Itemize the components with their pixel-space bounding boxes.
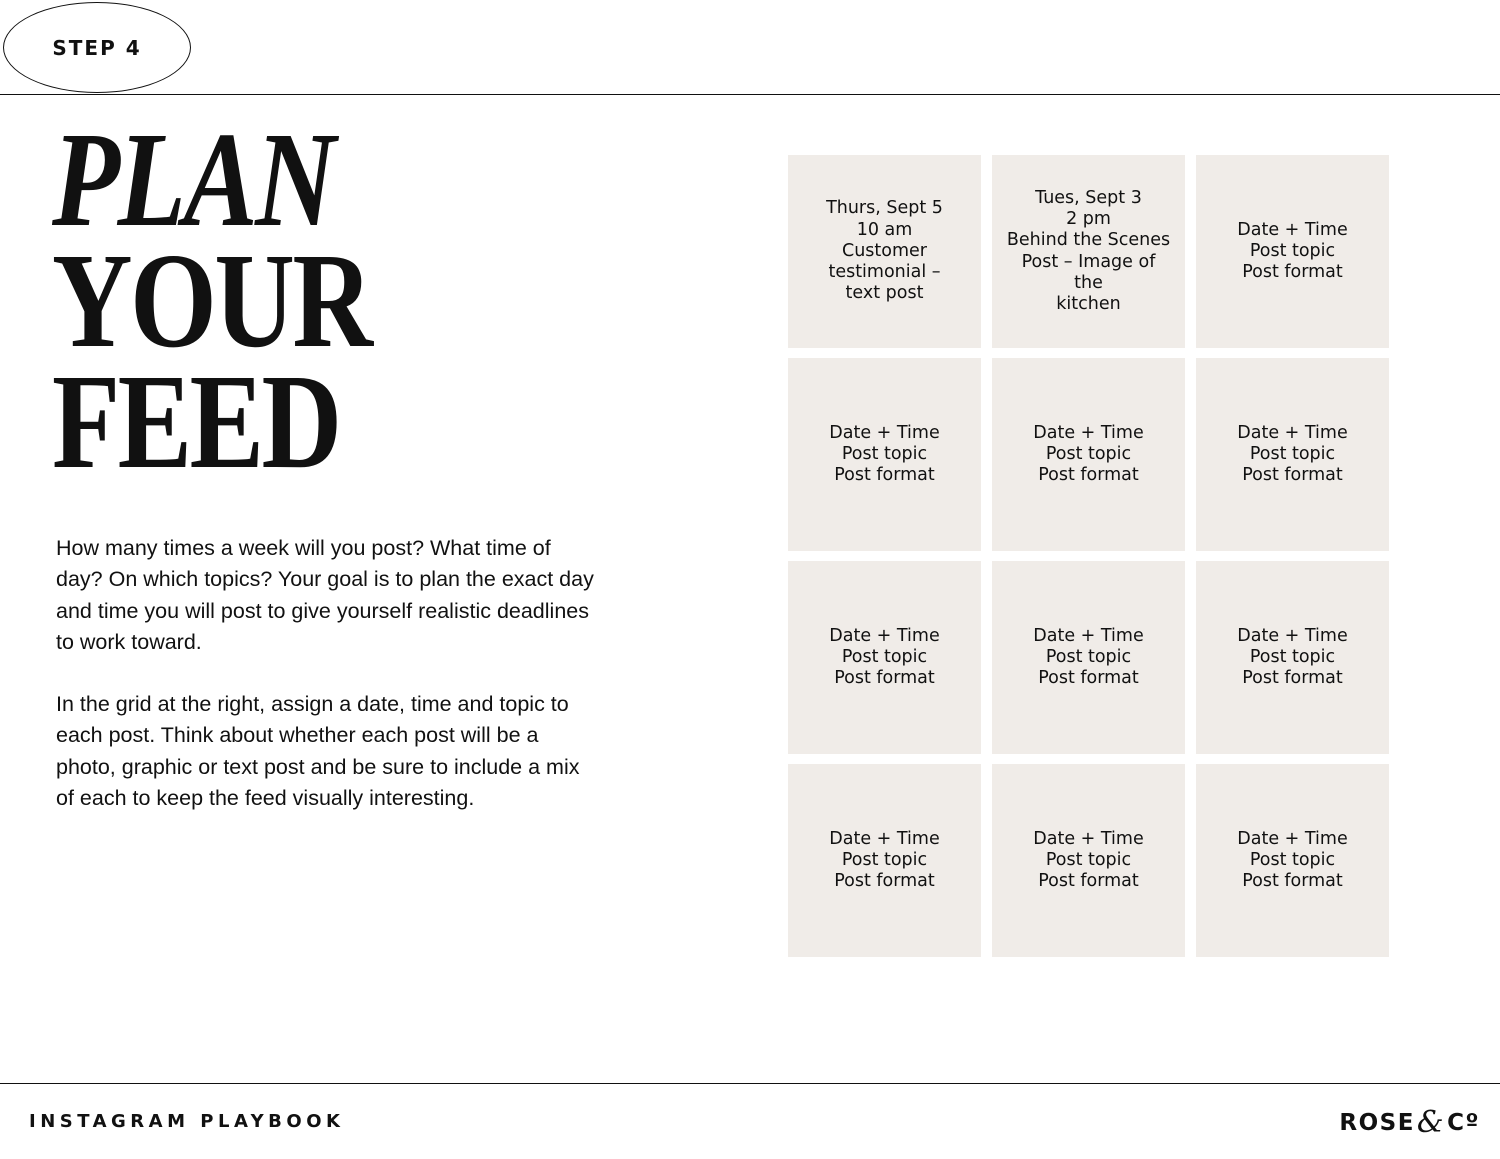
brand-ampersand: &	[1416, 1105, 1446, 1140]
footer-divider	[0, 1083, 1500, 1084]
grid-cell-11: Date + Time Post topic Post format	[992, 764, 1185, 957]
feed-plan-grid	[788, 155, 1389, 957]
intro-paragraph-2: In the grid at the right, assign a date, time and topic to each post. Think about whether each post will be a photo, graphic or text post and be sure to include a mix of each to keep the feed visually interesting.	[56, 692, 580, 811]
grid-cell-10: Date + Time Post topic Post format	[788, 764, 981, 957]
intro-paragraph-1: How many times a week will you post? What time of day? On which topics? Your goal is to plan the exact day and time you will post to give yourself realistic deadlines to work toward.	[56, 536, 594, 654]
grid-cell-6: Date + Time Post topic Post format	[1196, 358, 1389, 551]
brand-suffix: Cº	[1447, 1109, 1480, 1136]
intro-text	[56, 533, 596, 814]
title-line-your: YOUR	[52, 226, 371, 376]
grid-cell-12: Date + Time Post topic Post format	[1196, 764, 1389, 957]
grid-cell-9: Date + Time Post topic Post format	[1196, 561, 1389, 754]
grid-cell-5: Date + Time Post topic Post format	[992, 358, 1185, 551]
page-title	[52, 105, 371, 497]
brand-logo	[1339, 1105, 1480, 1140]
step-label: STEP 4	[3, 2, 191, 93]
grid-cell-8: Date + Time Post topic Post format	[992, 561, 1185, 754]
grid-cell-2: Tues, Sept 3 2 pm Behind the Scenes Post – Image of the kitchen	[992, 155, 1185, 348]
title-line-feed: FEED	[52, 347, 340, 497]
brand-name: ROSE	[1339, 1109, 1415, 1136]
grid-cell-1: Thurs, Sept 5 10 am Customer testimonial – text post	[788, 155, 981, 348]
title-line-plan: PLAN	[52, 105, 334, 255]
grid-cell-3: Date + Time Post topic Post format	[1196, 155, 1389, 348]
publication-title: INSTAGRAM PLAYBOOK	[29, 1111, 345, 1132]
header-divider	[0, 94, 1500, 95]
grid-cell-4: Date + Time Post topic Post format	[788, 358, 981, 551]
grid-cell-7: Date + Time Post topic Post format	[788, 561, 981, 754]
